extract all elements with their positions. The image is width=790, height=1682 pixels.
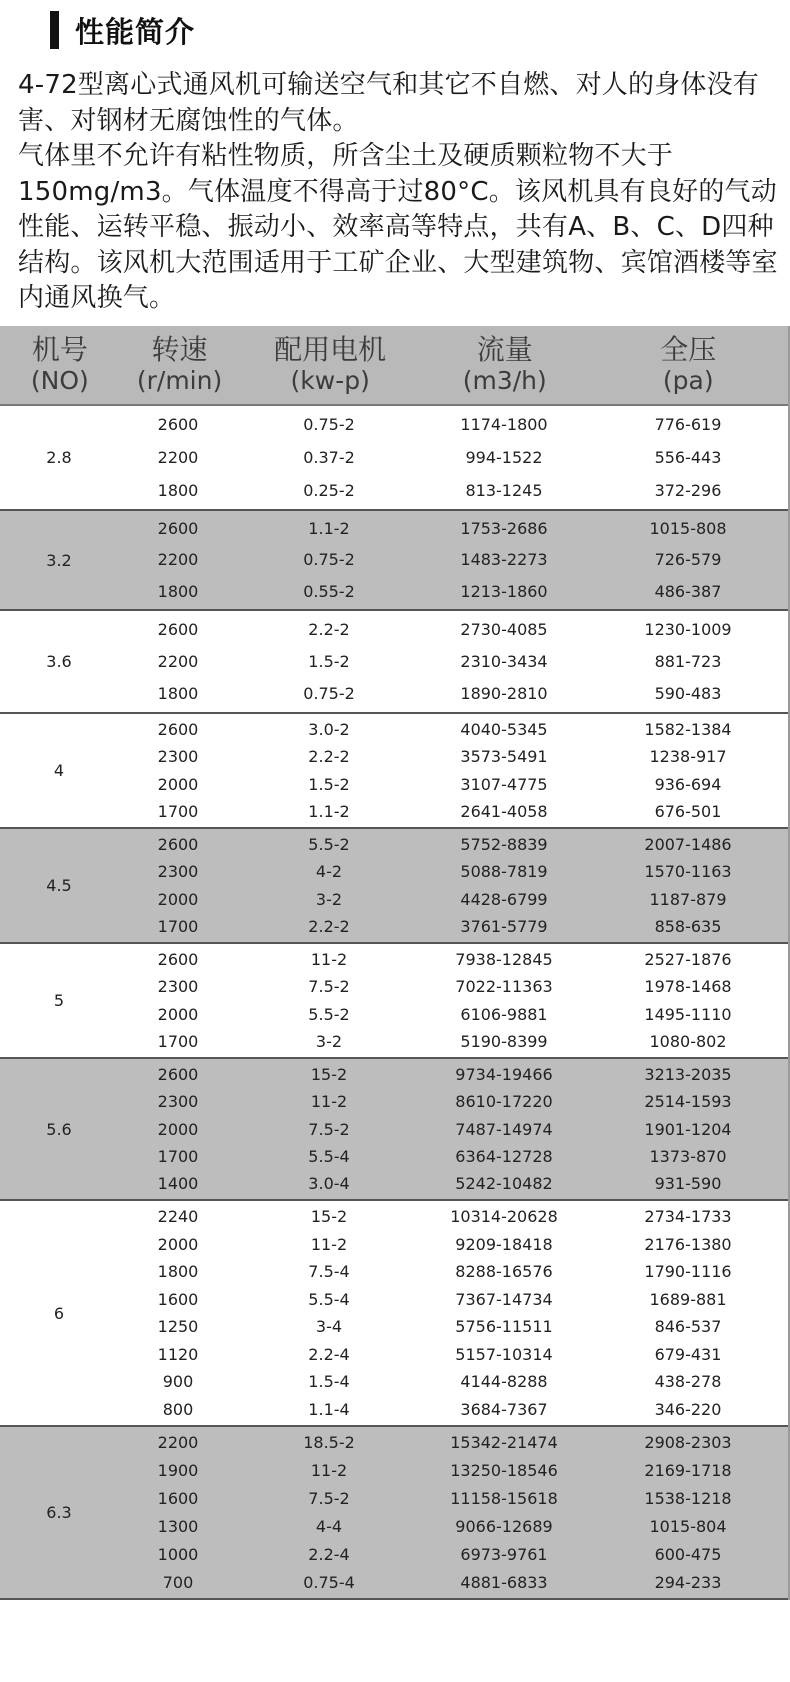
flow-cell: 7938-12845 xyxy=(455,950,553,970)
speed-cell: 2000 xyxy=(157,1234,199,1254)
pressure-cell: 1230-1009 xyxy=(644,619,732,639)
pressure-cell: 1570-1163 xyxy=(644,862,732,882)
speed-cell: 2200 xyxy=(157,651,199,671)
table-row xyxy=(118,513,788,544)
motor-cell: 3-2 xyxy=(315,889,343,909)
motor-cell: 0.75-2 xyxy=(303,415,355,434)
flow-cell: 1174-1800 xyxy=(460,415,548,434)
table-row xyxy=(118,1429,788,1457)
motor-cell: 1.1-4 xyxy=(308,1399,350,1419)
pressure-cell: 1373-870 xyxy=(649,1146,727,1166)
motor-cell: 0.75-2 xyxy=(303,684,355,704)
speed-cell: 1700 xyxy=(157,1031,199,1051)
motor-cell: 1.5-2 xyxy=(308,774,350,794)
flow-cell: 5752-8839 xyxy=(460,835,548,855)
pressure-cell: 776-619 xyxy=(654,415,722,434)
table-row xyxy=(118,1143,788,1170)
group-rows xyxy=(118,611,788,712)
flow-cell: 11158-15618 xyxy=(450,1489,558,1509)
flow-cell: 1890-2810 xyxy=(460,684,548,704)
flow-cell: 4040-5345 xyxy=(460,720,548,740)
motor-cell: 0.55-2 xyxy=(303,581,355,601)
pressure-cell: 1238-917 xyxy=(649,747,727,767)
header-motor xyxy=(239,326,421,404)
pressure-cell: 2007-1486 xyxy=(644,835,732,855)
pressure-cell: 2169-1718 xyxy=(644,1461,732,1481)
flow-cell: 9066-12689 xyxy=(455,1516,553,1536)
flow-cell: 5242-10482 xyxy=(455,1173,553,1193)
pressure-cell: 858-635 xyxy=(654,916,722,936)
model-number: 2.8 xyxy=(46,448,72,467)
table-body xyxy=(0,406,788,1600)
pressure-cell: 2514-1593 xyxy=(644,1092,732,1112)
pressure-cell: 931-590 xyxy=(654,1173,722,1193)
table-row xyxy=(118,1061,788,1088)
header-label: 流量 xyxy=(476,333,533,366)
speed-cell: 2300 xyxy=(157,747,199,767)
model-group xyxy=(0,714,788,829)
flow-cell: 2310-3434 xyxy=(460,651,548,671)
speed-cell: 1900 xyxy=(157,1461,199,1481)
group-rows xyxy=(118,944,788,1057)
flow-cell: 5756-11511 xyxy=(455,1317,553,1337)
motor-cell: 0.75-2 xyxy=(303,550,355,570)
header-label: 机号 xyxy=(31,333,88,366)
table-row xyxy=(118,1341,788,1369)
pressure-cell: 1790-1116 xyxy=(644,1262,732,1282)
speed-cell: 1700 xyxy=(157,801,199,821)
speed-cell: 1800 xyxy=(157,684,199,704)
pressure-cell: 936-694 xyxy=(654,774,722,794)
group-rows xyxy=(118,1427,788,1598)
table-row xyxy=(118,1231,788,1259)
table-row xyxy=(118,1170,788,1197)
motor-cell: 0.75-4 xyxy=(303,1572,355,1592)
table-row xyxy=(118,1313,788,1341)
motor-cell: 3-2 xyxy=(315,1031,343,1051)
pressure-cell: 486-387 xyxy=(654,581,722,601)
pressure-cell: 1015-804 xyxy=(649,1516,727,1536)
motor-cell: 5.5-2 xyxy=(308,835,350,855)
table-row xyxy=(118,858,788,885)
pressure-cell: 1538-1218 xyxy=(644,1489,732,1509)
group-rows xyxy=(118,406,788,509)
speed-cell: 2240 xyxy=(157,1207,199,1227)
flow-cell: 6106-9881 xyxy=(460,1004,548,1024)
speed-cell: 1700 xyxy=(157,1146,199,1166)
table-row xyxy=(118,886,788,913)
flow-cell: 2730-4085 xyxy=(460,619,548,639)
table-row xyxy=(118,474,788,507)
motor-cell: 11-2 xyxy=(310,950,348,970)
model-number: 6.3 xyxy=(46,1503,72,1522)
motor-cell: 4-2 xyxy=(315,862,343,882)
table-row xyxy=(118,1457,788,1485)
table-row xyxy=(118,1540,788,1568)
motor-cell: 0.37-2 xyxy=(303,448,355,467)
table-row xyxy=(118,743,788,770)
speed-cell: 1700 xyxy=(157,916,199,936)
table-row xyxy=(118,798,788,825)
motor-cell: 7.5-2 xyxy=(308,1489,350,1509)
speed-cell: 2300 xyxy=(157,977,199,997)
model-group xyxy=(0,829,788,944)
pressure-cell: 1187-879 xyxy=(649,889,727,909)
flow-cell: 1213-1860 xyxy=(460,581,548,601)
model-group xyxy=(0,611,788,714)
section-heading xyxy=(50,8,195,52)
speed-cell: 1120 xyxy=(157,1344,199,1364)
group-rows xyxy=(118,1201,788,1425)
pressure-cell: 726-579 xyxy=(654,550,722,570)
section-title: 性能简介 xyxy=(75,14,196,49)
pressure-cell: 372-296 xyxy=(654,481,722,500)
motor-cell: 2.2-2 xyxy=(308,916,350,936)
pressure-cell: 438-278 xyxy=(654,1372,722,1392)
speed-cell: 2000 xyxy=(157,1119,199,1139)
flow-cell: 3761-5779 xyxy=(460,916,548,936)
model-group xyxy=(0,406,788,511)
pressure-cell: 556-443 xyxy=(654,448,722,467)
model-number: 6 xyxy=(53,1303,65,1323)
flow-cell: 3573-5491 xyxy=(460,747,548,767)
header-unit: (NO) xyxy=(30,366,89,395)
model-group xyxy=(0,511,788,611)
motor-cell: 5.5-4 xyxy=(308,1289,350,1309)
motor-cell: 18.5-2 xyxy=(303,1433,355,1453)
table-row xyxy=(118,716,788,743)
table-row xyxy=(118,1396,788,1424)
header-pressure xyxy=(589,326,789,404)
motor-cell: 2.2-4 xyxy=(308,1544,350,1564)
table-row xyxy=(118,645,788,677)
table-row xyxy=(118,1513,788,1541)
pressure-cell: 1015-808 xyxy=(649,519,727,539)
pressure-cell: 1689-881 xyxy=(649,1289,727,1309)
speed-cell: 2200 xyxy=(157,448,199,467)
model-number: 3.2 xyxy=(46,550,72,570)
group-rows xyxy=(118,714,788,827)
pressure-cell: 1582-1384 xyxy=(644,720,732,740)
speed-cell: 1000 xyxy=(157,1544,199,1564)
group-rows xyxy=(118,1059,788,1199)
motor-cell: 7.5-4 xyxy=(308,1262,350,1282)
flow-cell: 9209-18418 xyxy=(455,1234,553,1254)
table-row xyxy=(118,1368,788,1396)
pressure-cell: 679-431 xyxy=(654,1344,722,1364)
flow-cell: 9734-19466 xyxy=(455,1065,553,1085)
table-row xyxy=(118,1485,788,1513)
speed-cell: 1800 xyxy=(157,481,199,500)
flow-cell: 7367-14734 xyxy=(455,1289,553,1309)
flow-cell: 7022-11363 xyxy=(455,977,553,997)
pressure-cell: 590-483 xyxy=(654,684,722,704)
table-row xyxy=(118,1088,788,1115)
flow-cell: 4428-6799 xyxy=(460,889,548,909)
table-row xyxy=(118,576,788,607)
speed-cell: 2000 xyxy=(157,889,199,909)
header-unit: (pa) xyxy=(662,366,714,395)
motor-cell: 1.1-2 xyxy=(308,801,350,821)
table-row xyxy=(118,913,788,940)
speed-cell: 1800 xyxy=(157,1262,199,1282)
pressure-cell: 1901-1204 xyxy=(644,1119,732,1139)
speed-cell: 800 xyxy=(162,1399,194,1419)
speed-cell: 2600 xyxy=(157,415,199,434)
table-row xyxy=(118,441,788,474)
motor-cell: 0.25-2 xyxy=(303,481,355,500)
speed-cell: 2200 xyxy=(157,1433,199,1453)
performance-table xyxy=(0,326,790,1600)
header-label: 配用电机 xyxy=(274,333,387,366)
speed-cell: 1400 xyxy=(157,1173,199,1193)
flow-cell: 8288-16576 xyxy=(455,1262,553,1282)
motor-cell: 3-4 xyxy=(315,1317,343,1337)
table-row xyxy=(118,946,788,973)
table-row xyxy=(118,1568,788,1596)
motor-cell: 3.0-2 xyxy=(308,720,350,740)
pressure-cell: 346-220 xyxy=(654,1399,722,1419)
table-row xyxy=(118,831,788,858)
motor-cell: 7.5-2 xyxy=(308,1119,350,1139)
flow-cell: 6364-12728 xyxy=(455,1146,553,1166)
speed-cell: 2600 xyxy=(157,1065,199,1085)
flow-cell: 2641-4058 xyxy=(460,801,548,821)
header-flow xyxy=(421,326,589,404)
intro-paragraph-1: 4-72型离心式通风机可输送空气和其它不自燃、对人的身体没有害、对钢材无腐蚀性的气体。 xyxy=(18,70,760,136)
speed-cell: 2600 xyxy=(157,950,199,970)
flow-cell: 6973-9761 xyxy=(460,1544,548,1564)
motor-cell: 1.5-2 xyxy=(308,651,350,671)
table-row xyxy=(118,678,788,710)
model-group xyxy=(0,1427,788,1600)
pressure-cell: 1978-1468 xyxy=(644,977,732,997)
group-rows xyxy=(118,511,788,609)
pressure-cell: 3213-2035 xyxy=(644,1065,732,1085)
speed-cell: 1600 xyxy=(157,1489,199,1509)
flow-cell: 994-1522 xyxy=(465,448,543,467)
header-speed xyxy=(120,326,240,404)
motor-cell: 7.5-2 xyxy=(308,977,350,997)
table-row xyxy=(118,771,788,798)
model-number: 3.6 xyxy=(46,652,72,671)
motor-cell: 3.0-4 xyxy=(308,1173,350,1193)
pressure-cell: 1495-1110 xyxy=(644,1004,732,1024)
model-group xyxy=(0,1201,788,1427)
flow-cell: 15342-21474 xyxy=(450,1433,558,1453)
model-number: 5.6 xyxy=(46,1119,72,1139)
motor-cell: 15-2 xyxy=(310,1207,348,1227)
table-row xyxy=(118,613,788,645)
pressure-cell: 2527-1876 xyxy=(644,950,732,970)
flow-cell: 10314-20628 xyxy=(450,1207,558,1227)
motor-cell: 4-4 xyxy=(315,1516,343,1536)
pressure-cell: 600-475 xyxy=(654,1544,722,1564)
intro-text xyxy=(18,68,788,317)
header-unit: (m3/h) xyxy=(462,366,547,395)
speed-cell: 2300 xyxy=(157,1092,199,1112)
pressure-cell: 846-537 xyxy=(654,1317,722,1337)
speed-cell: 1250 xyxy=(157,1317,199,1337)
group-rows xyxy=(118,829,788,942)
flow-cell: 8610-17220 xyxy=(455,1092,553,1112)
pressure-cell: 881-723 xyxy=(654,651,722,671)
pressure-cell: 2734-1733 xyxy=(644,1207,732,1227)
header-model-no xyxy=(0,326,120,404)
header-label: 全压 xyxy=(660,333,717,366)
flow-cell: 7487-14974 xyxy=(455,1119,553,1139)
motor-cell: 11-2 xyxy=(310,1234,348,1254)
flow-cell: 5088-7819 xyxy=(460,862,548,882)
flow-cell: 4144-8288 xyxy=(460,1372,548,1392)
table-row xyxy=(118,544,788,575)
flow-cell: 5157-10314 xyxy=(455,1344,553,1364)
table-row xyxy=(118,1001,788,1028)
header-unit: (kw-p) xyxy=(290,366,370,395)
pressure-cell: 1080-802 xyxy=(649,1031,727,1051)
speed-cell: 2000 xyxy=(157,1004,199,1024)
flow-cell: 1753-2686 xyxy=(460,519,548,539)
motor-cell: 2.2-4 xyxy=(308,1344,350,1364)
motor-cell: 1.5-4 xyxy=(308,1372,350,1392)
flow-cell: 3107-4775 xyxy=(460,774,548,794)
table-row xyxy=(118,408,788,441)
table-row xyxy=(118,1258,788,1286)
flow-cell: 813-1245 xyxy=(465,481,543,500)
header-unit: (r/min) xyxy=(136,366,223,395)
flow-cell: 1483-2273 xyxy=(460,550,548,570)
speed-cell: 2600 xyxy=(157,720,199,740)
table-header xyxy=(0,326,788,406)
motor-cell: 2.2-2 xyxy=(308,619,350,639)
model-group xyxy=(0,1059,788,1201)
speed-cell: 1300 xyxy=(157,1516,199,1536)
flow-cell: 5190-8399 xyxy=(460,1031,548,1051)
speed-cell: 2200 xyxy=(157,550,199,570)
speed-cell: 2600 xyxy=(157,835,199,855)
table-row xyxy=(118,1028,788,1055)
motor-cell: 11-2 xyxy=(310,1092,348,1112)
flow-cell: 13250-18546 xyxy=(450,1461,558,1481)
model-number: 4 xyxy=(53,761,65,780)
speed-cell: 1600 xyxy=(157,1289,199,1309)
speed-cell: 900 xyxy=(162,1372,194,1392)
motor-cell: 2.2-2 xyxy=(308,747,350,767)
pressure-cell: 294-233 xyxy=(654,1572,722,1592)
model-group xyxy=(0,944,788,1059)
header-label: 转速 xyxy=(151,333,208,366)
speed-cell: 2600 xyxy=(157,619,199,639)
motor-cell: 5.5-2 xyxy=(308,1004,350,1024)
flow-cell: 3684-7367 xyxy=(460,1399,548,1419)
speed-cell: 700 xyxy=(162,1572,194,1592)
intro-paragraph-2: 气体里不允许有粘性物质，所含尘土及硬质颗粒物不大于150mg/m3。气体温度不得高于过80°C。该风机具有良好的气动性能、运转平稳、振动小、效率高等特点，共有A、B、C、D四种结构。该风机大范围适用于工矿企业、大型建筑物、宾馆酒楼等室内通风换气。 xyxy=(18,141,778,313)
speed-cell: 2300 xyxy=(157,862,199,882)
pressure-cell: 2176-1380 xyxy=(644,1234,732,1254)
heading-accent-bar xyxy=(50,11,59,49)
motor-cell: 5.5-4 xyxy=(308,1146,350,1166)
table-row xyxy=(118,1203,788,1231)
pressure-cell: 676-501 xyxy=(654,801,722,821)
motor-cell: 15-2 xyxy=(310,1065,348,1085)
pressure-cell: 2908-2303 xyxy=(644,1433,732,1453)
motor-cell: 1.1-2 xyxy=(308,519,350,539)
speed-cell: 2600 xyxy=(157,519,199,539)
motor-cell: 11-2 xyxy=(310,1461,348,1481)
table-row xyxy=(118,973,788,1000)
table-row xyxy=(118,1286,788,1314)
flow-cell: 4881-6833 xyxy=(460,1572,548,1592)
model-number: 4.5 xyxy=(46,876,72,895)
speed-cell: 2000 xyxy=(157,774,199,794)
table-row xyxy=(118,1115,788,1142)
model-number: 5 xyxy=(53,991,65,1010)
speed-cell: 1800 xyxy=(157,581,199,601)
